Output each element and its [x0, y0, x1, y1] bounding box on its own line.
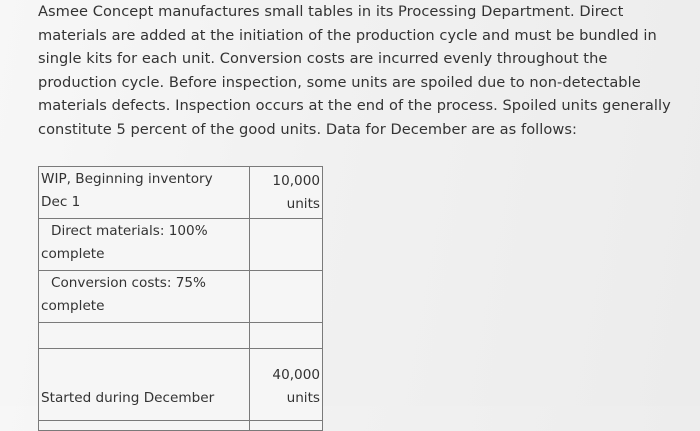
- label-text: WIP, Beginning inventory: [41, 171, 213, 187]
- empty-label-cell: [39, 323, 250, 349]
- empty-value-cell: [250, 323, 323, 349]
- started-december-label: [39, 349, 250, 421]
- problem-line: materials defects. Inspection occurs at the end of the process. Spoiled units generally: [38, 97, 671, 115]
- problem-statement: [38, 0, 693, 142]
- table-row: [39, 349, 323, 421]
- label-text: complete: [41, 246, 105, 262]
- table-row: [39, 219, 323, 271]
- cut-off-value-cell: [250, 421, 323, 431]
- production-data-table: [38, 166, 323, 431]
- problem-line: materials are added at the initiation of the production cycle and must be bundled in: [38, 26, 657, 44]
- conversion-costs-value: [250, 271, 323, 323]
- value-text: 40,000: [272, 367, 320, 383]
- label-text: Dec 1: [41, 194, 81, 210]
- value-text: units: [286, 390, 320, 406]
- direct-materials-value: [250, 219, 323, 271]
- label-text: Direct materials: 100%: [51, 223, 208, 239]
- label-text: complete: [41, 298, 105, 314]
- problem-line: single kits for each unit. Conversion costs are incurred evenly throughout the: [38, 50, 608, 68]
- label-text: Conversion costs: 75%: [51, 275, 206, 291]
- value-text: 10,000: [272, 173, 320, 189]
- value-text: units: [286, 196, 320, 212]
- wip-beginning-label: [39, 167, 250, 219]
- table-row: [39, 167, 323, 219]
- table-row: [39, 323, 323, 349]
- started-december-value: [250, 349, 323, 421]
- cut-off-label-cell: [39, 421, 250, 431]
- wip-beginning-value: [250, 167, 323, 219]
- direct-materials-label: [39, 219, 250, 271]
- conversion-costs-label: [39, 271, 250, 323]
- problem-line: constitute 5 percent of the good units. Data for December are as follows:: [38, 120, 577, 138]
- table-row: [39, 271, 323, 323]
- problem-line: Asmee Concept manufactures small tables in its Processing Department. Direct: [38, 3, 624, 20]
- table-row: [39, 421, 323, 431]
- problem-line: production cycle. Before inspection, some units are spoiled due to non-detectable: [38, 73, 641, 91]
- label-text: Started during December: [41, 390, 215, 406]
